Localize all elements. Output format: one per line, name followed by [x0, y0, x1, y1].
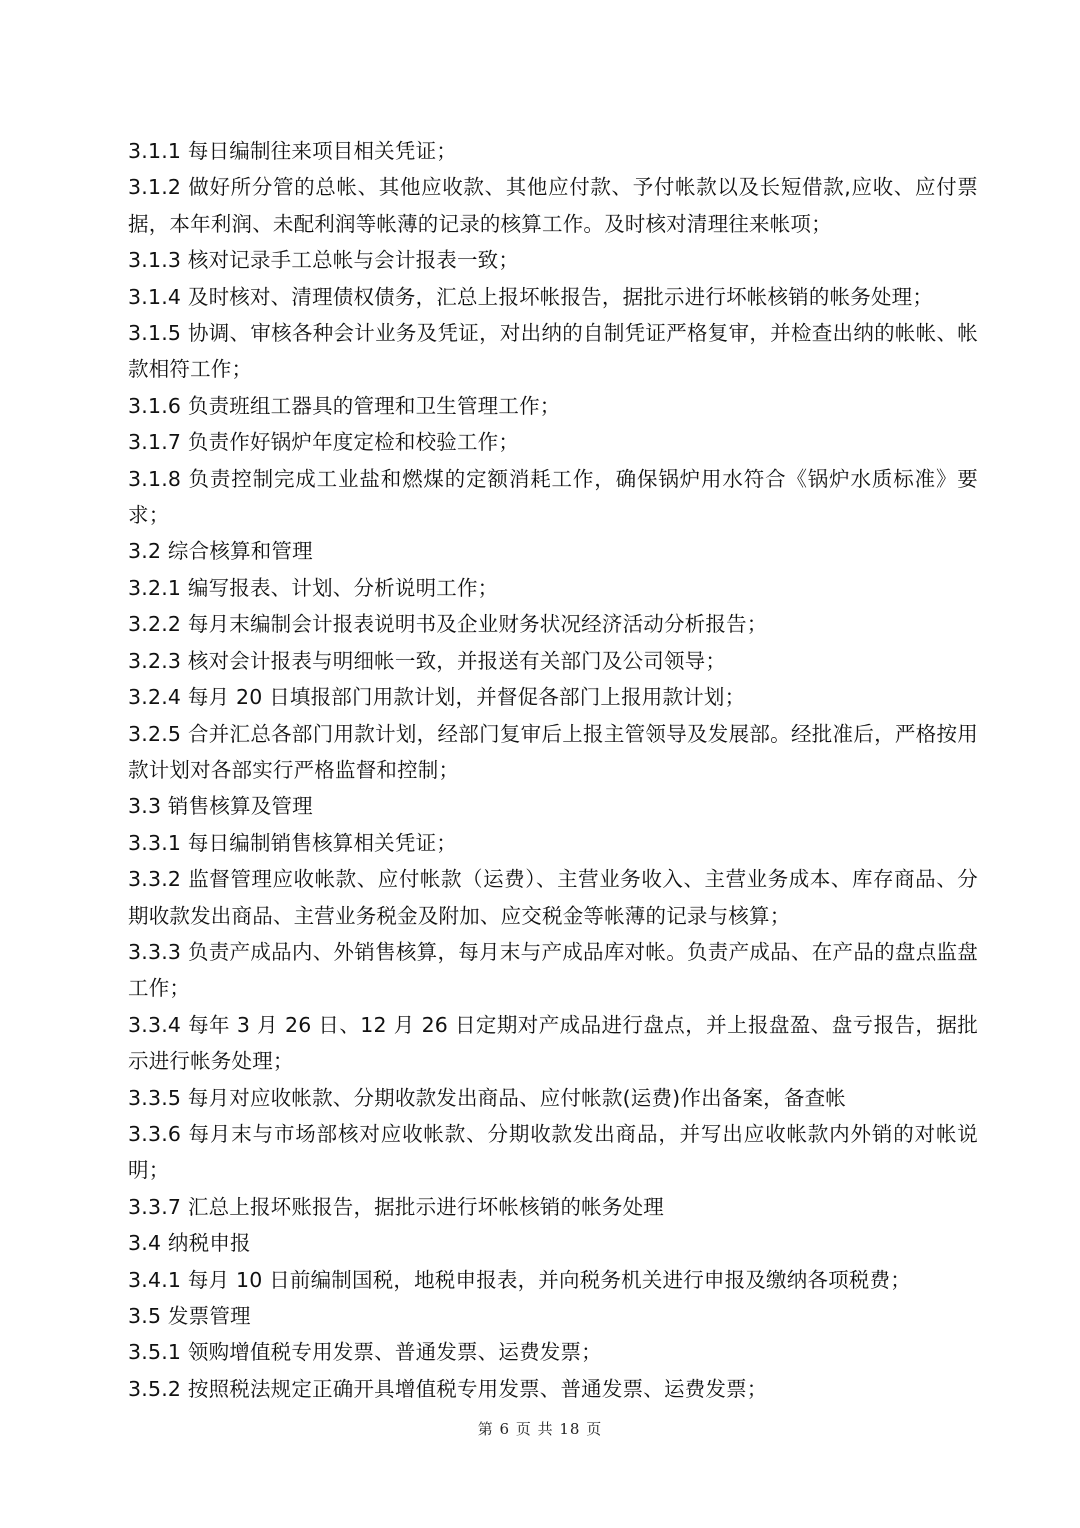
page-number-footer: 第 6 页 共 18 页 — [477, 1420, 603, 1438]
paragraph-3-1-5: 3.1.5 协调、审核各种会计业务及凭证，对出纳的自制凭证严格复审，并检查出纳的帐帐、帐款相符工作； — [128, 321, 978, 382]
paragraph-3-1-3: 3.1.3 核对记录手工总帐与会计报表一致； — [128, 248, 520, 273]
paragraph-3-1-7: 3.1.7 负责作好锅炉年度定检和校验工作； — [128, 430, 520, 455]
paragraph-3-1-6: 3.1.6 负责班组工器具的管理和卫生管理工作； — [128, 393, 561, 418]
paragraph-3-2-3: 3.2.3 核对会计报表与明细帐一致，并报送有关部门及公司领导； — [128, 648, 727, 673]
paragraph-3-3-2: 3.3.2 监督管理应收帐款、应付帐款（运费）、主营业务收入、主营业务成本、库存商品、分期收款发出商品、主营业务税金及附加、应交税金等帐薄的记录与核算； — [128, 867, 978, 928]
paragraph-3-1-1: 3.1.1 每日编制往来项目相关凭证； — [128, 139, 457, 163]
section-heading-3-3: 3.3 销售核算及管理 — [128, 794, 313, 819]
document-body — [128, 133, 978, 1407]
paragraph-3-5-1: 3.5.1 领购增值税专用发票、普通发票、运费发票； — [128, 1340, 602, 1365]
paragraph-3-3-4: 3.3.4 每年 3 月 26 日、12 月 26 日定期对产成品进行盘点，并上报盘盈、盘亏报告，据批示进行帐务处理； — [128, 1012, 978, 1074]
section-heading-3-5: 3.5 发票管理 — [128, 1304, 251, 1328]
section-heading-3-4: 3.4 纳税申报 — [128, 1231, 251, 1256]
paragraph-3-1-2: 3.1.2 做好所分管的总帐、其他应收款、其他应付款、予付帐款以及长短借款,应收、应付票据，本年利润、未配利润等帐薄的记录的核算工作。及时核对清理往来帐项； — [128, 175, 978, 236]
paragraph-3-2-2: 3.2.2 每月末编制会计报表说明书及企业财务状况经济活动分析报告； — [128, 612, 768, 637]
paragraph-3-2-5: 3.2.5 合并汇总各部门用款计划，经部门复审后上报主管领导及发展部。经批准后，严格按用款计划对各部实行严格监督和控制； — [128, 721, 978, 782]
paragraph-3-5-2: 3.5.2 按照税法规定正确开具增值税专用发票、普通发票、运费发票； — [128, 1376, 768, 1401]
paragraph-3-1-8: 3.1.8 负责控制完成工业盐和燃煤的定额消耗工作，确保锅炉用水符合《锅炉水质标准》要求； — [128, 466, 978, 528]
paragraph-3-3-3: 3.3.3 负责产成品内、外销售核算，每月末与产成品库对帐。负责产成品、在产品的盘点监盘工作； — [128, 939, 978, 1001]
paragraph-3-3-5: 3.3.5 每月对应收帐款、分期收款发出商品、应付帐款(运费)作出备案，备查帐 — [128, 1085, 846, 1110]
paragraph-3-3-7: 3.3.7 汇总上报坏账报告，据批示进行坏帐核销的帐务处理 — [128, 1194, 664, 1219]
paragraph-3-2-4: 3.2.4 每月 20 日填报部门用款计划，并督促各部门上报用款计划； — [128, 685, 746, 710]
paragraph-3-4-1: 3.4.1 每月 10 日前编制国税，地税申报表，并向税务机关进行申报及缴纳各项税费； — [128, 1267, 911, 1292]
paragraph-3-2-1: 3.2.1 编写报表、计划、分析说明工作； — [128, 575, 499, 600]
section-heading-3-2: 3.2 综合核算和管理 — [128, 539, 313, 564]
paragraph-3-3-6: 3.3.6 每月末与市场部核对应收帐款、分期收款发出商品，并写出应收帐款内外销的对帐说明； — [128, 1121, 978, 1183]
paragraph-3-1-4: 3.1.4 及时核对、清理债权债务，汇总上报坏帐报告，据批示进行坏帐核销的帐务处理； — [128, 284, 934, 309]
paragraph-3-3-1: 3.3.1 每日编制销售核算相关凭证； — [128, 830, 457, 855]
